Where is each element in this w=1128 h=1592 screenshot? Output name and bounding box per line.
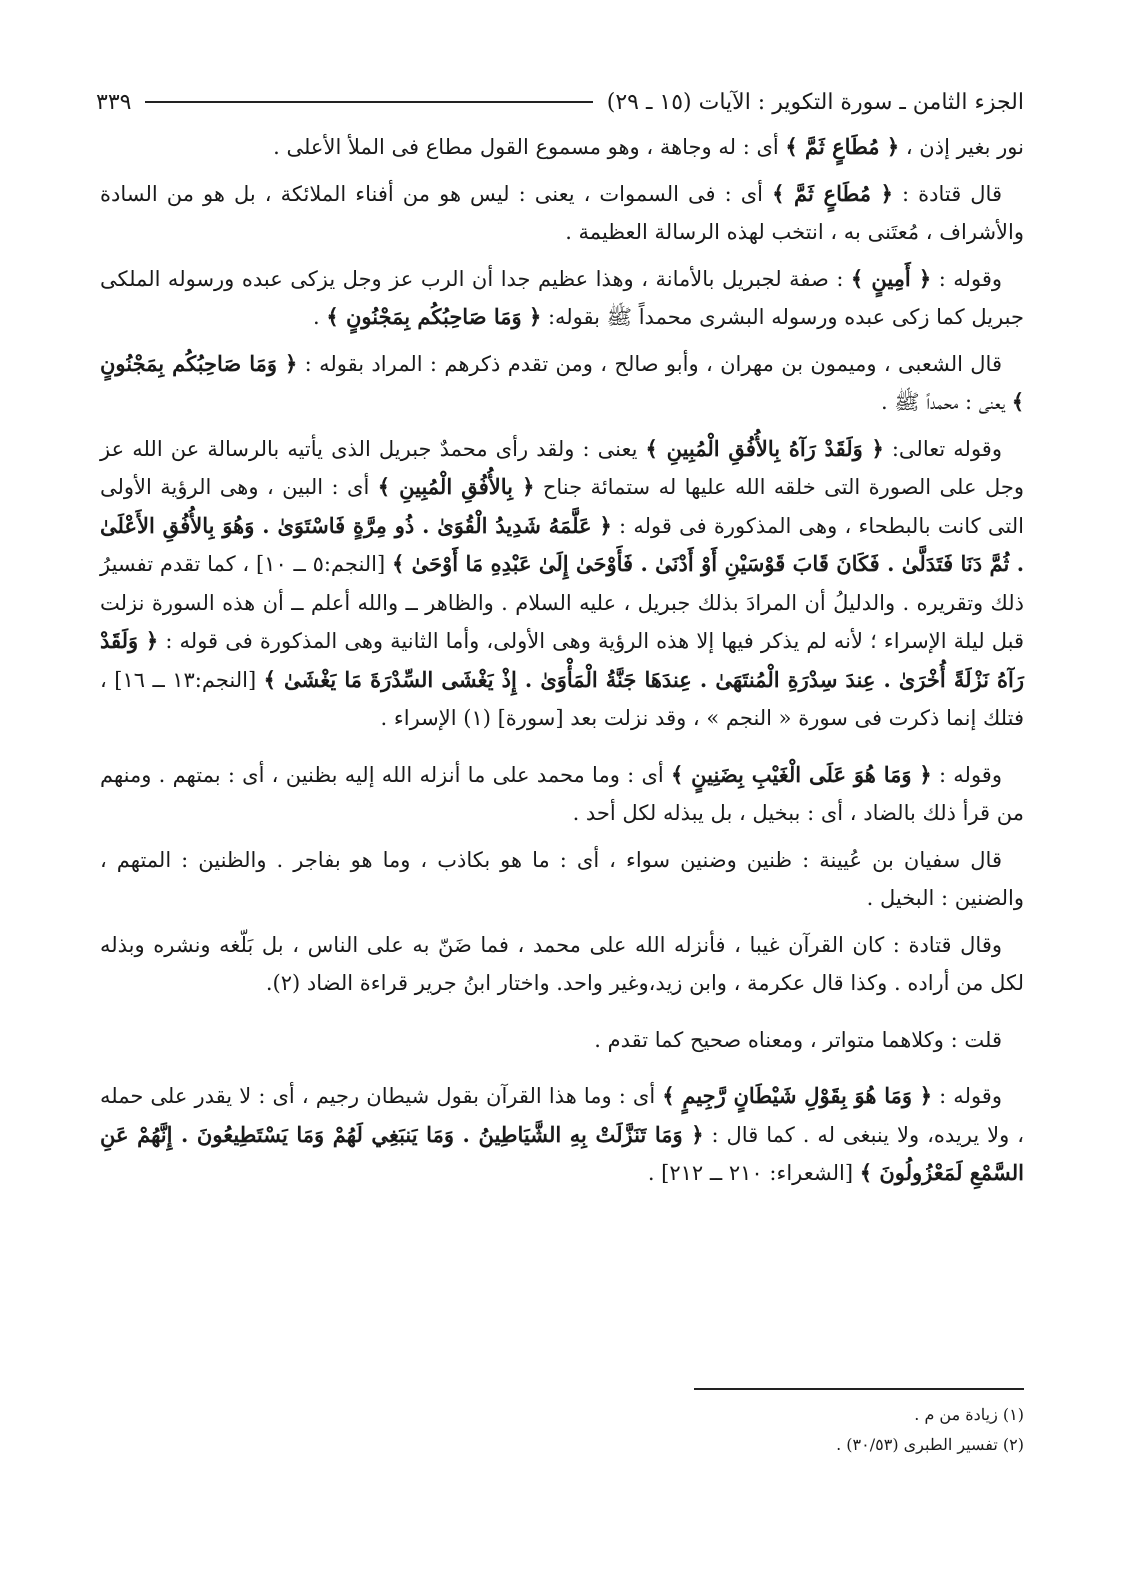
paragraph	[100, 175, 1024, 252]
paragraph	[100, 260, 1024, 337]
paragraph-text: قال قتادة :	[892, 181, 1002, 206]
quran-verse: ﴿ عَلَّمَهُ شَدِيدُ الْقُوَىٰ . ذُو مِرَّةٍ فَاسْتَوَىٰ . وَهُوَ بِالأُفُقِ الأَعْلَىٰ . ثُمَّ دَنَا فَتَدَلَّىٰ . فَكَانَ قَابَ قَوْسَيْنِ أَوْ أَدْنَىٰ . فَأَوْحَىٰ إِلَىٰ عَبْدِهِ مَا أَوْحَىٰ ﴾	[100, 512, 1025, 576]
paragraph-text: أى : وما محمد على ما أنزله الله إليه بظنين ، أى : بمتهم . ومنهم من قرأ ذلك بالضاد ، أى : ببخيل ، بل يبذله لكل أحد .	[100, 762, 1024, 825]
quran-verse: ﴿ وَلَقَدْ رَآهُ بِالأُفُقِ الْمُبِينِ ﴾	[645, 435, 884, 461]
quran-verse: ﴿ وَمَا هُوَ بِقَوْلِ شَيْطَانٍ رَّجِيمٍ ﴾	[662, 1083, 933, 1108]
paragraph	[100, 926, 1024, 1003]
quran-verse: ﴿ مُطَاعٍ ثَمَّ ﴾	[772, 180, 893, 206]
quran-verse: ﴿ وَمَا هُوَ عَلَى الْغَيْبِ بِضَنِينٍ ﴾	[670, 761, 932, 787]
footnotes	[100, 1400, 1024, 1460]
header-rule	[145, 101, 592, 103]
paragraph	[100, 128, 1024, 167]
paragraph	[100, 756, 1024, 833]
paragraph-text: .	[312, 305, 327, 329]
paragraph-text: يعنى : ولقد رأى محمدٌ جبريل الذى يأتيه بالرسالة عن الله عز وجل على الصورة التى خلقه الله عليها له ستمائة جناح	[100, 436, 1024, 499]
paragraph	[100, 345, 1024, 422]
footnotes-divider	[694, 1388, 1024, 1390]
paragraph-text: وقوله :	[931, 762, 1002, 787]
paragraph	[100, 1021, 1024, 1060]
quran-verse: ﴿ وَمَا صَاحِبُكُم بِمَجْنُونٍ ﴾	[100, 350, 1024, 414]
paragraph-text: وقوله تعالى:	[883, 436, 1002, 461]
quran-verse: ﴿ بِالأُفُقِ الْمُبِينِ ﴾	[377, 474, 535, 499]
paragraph-text: قلت : وكلاهما متواتر ، ومعناه صحيح كما تقدم .	[594, 1027, 1002, 1052]
quran-verse: ﴿ مُطَاعٍ ثَمَّ ﴾	[785, 134, 900, 159]
paragraph	[100, 1077, 1024, 1193]
paragraph-text: وقوله :	[932, 1084, 1002, 1108]
paragraph	[100, 430, 1024, 738]
running-header	[96, 82, 1024, 122]
header-title: الجزء الثامن ـ سورة التكوير : الآيات (١٥ ـ ٢٩)	[606, 89, 1024, 115]
paragraph-text: وقوله :	[931, 266, 1002, 291]
paragraph-text: وقال قتادة : كان القرآن غيبا ، فأنزله الله على محمد ، فما ضَنّ به على الناس ، بل بَلّغه ونشره وبذله لكل من أراده . وكذا قال عكرمة ، وابن زيد،وغير واحد. واختار ابنُ جرير قراءة الضاد (٢).	[100, 932, 1024, 995]
paragraph-text: أى : البين ، وهى الرؤية الأولى التى كانت بالبطحاء ، وهى المذكورة فى قوله :	[100, 475, 1024, 538]
paragraph-text: : صفة لجبريل بالأمانة ، وهذا عظيم جدا أن الرب عز وجل يزكى عبده ورسوله الملكى جبريل كما زكى عبده ورسوله البشرى محمداً ﷺ بقوله:	[100, 266, 1024, 329]
paragraph-text: أى : فى السموات ، يعنى : ليس هو من أفناء الملائكة ، بل هو من السادة والأشراف ، مُعتَنى به ، انتخب لهذه الرسالة العظيمة .	[100, 181, 1024, 244]
paragraph-text: [الشعراء: ٢١٠ ــ ٢١٢] .	[647, 1161, 860, 1185]
paragraph-text: [النجم:٥ ــ ١٠] ، كما تقدم تفسيرُ ذلك وتقريره . والدليلُ أن المرادَ بذلك جبريل ، عليه السلام . والظاهر ــ والله أعلم ــ أن هذه السورة نزلت قبل ليلة الإسراء ؛ لأنه لم يذكر فيها إلا هذه الرؤية وهى الأولى، وأما الثانية وهى المذكورة فى قوله :	[100, 552, 1025, 653]
quran-verse: ﴿ أَمِينٍ ﴾	[850, 265, 932, 291]
paragraph-text: [النجم:١٣ ــ ١٦] ، فتلك إنما ذكرت فى سورة « النجم » ، وقد نزلت بعد [سورة] (١) الإسراء .	[100, 667, 1024, 730]
paragraph-text: قال الشعبى ، وميمون بن مهران ، وأبو صالح ، ومن تقدم ذكرهم : المراد بقوله :	[297, 351, 1002, 376]
quran-verse: ﴿ وَمَا تَنَزَّلَتْ بِهِ الشَّيَاطِينُ . وَمَا يَنبَغِي لَهُمْ وَمَا يَسْتَطِيعُونَ . إِنَّهُمْ عَنِ السَّمْعِ لَمَعْزُولُونَ ﴾	[100, 1121, 1024, 1185]
paragraph-text: يعنى : محمداً ﷺ .	[880, 390, 1012, 414]
footnote: (٢) تفسير الطبرى (٣٠/٥٣) .	[836, 1435, 1024, 1454]
paragraph-text: أى : له وجاهة ، وهو مسموع القول مطاع فى الملأ الأعلى .	[273, 135, 786, 159]
page-number: ٣٣٩	[96, 89, 132, 115]
paragraph-text: قال سفيان بن عُيينة : ظنين وضنين سواء ، أى : ما هو بكاذب ، وما هو بفاجر . والظنين : المتهم ، والضنين : البخيل .	[100, 847, 1024, 910]
quran-verse: ﴿ وَلَقَدْ رَآهُ نَزْلَةً أُخْرَىٰ . عِندَ سِدْرَةِ الْمُنتَهَىٰ . عِندَهَا جَنَّةُ الْمَأْوَىٰ . إِذْ يَغْشَى السِّدْرَةَ مَا يَغْشَىٰ ﴾	[100, 628, 1025, 692]
footnote: (١) زيادة من م .	[914, 1405, 1024, 1424]
paragraph	[100, 841, 1024, 918]
paragraph-text: نور بغير إذن ،	[899, 135, 1024, 159]
body-text	[100, 128, 1024, 1201]
paragraph-text: أى : وما هذا القرآن بقول شيطان رجيم ، أى : لا يقدر على حمله ، ولا يريده، ولا ينبغى له . كما قال :	[100, 1084, 1025, 1147]
quran-verse: ﴿ وَمَا صَاحِبُكُم بِمَجْنُونٍ ﴾	[326, 304, 542, 329]
